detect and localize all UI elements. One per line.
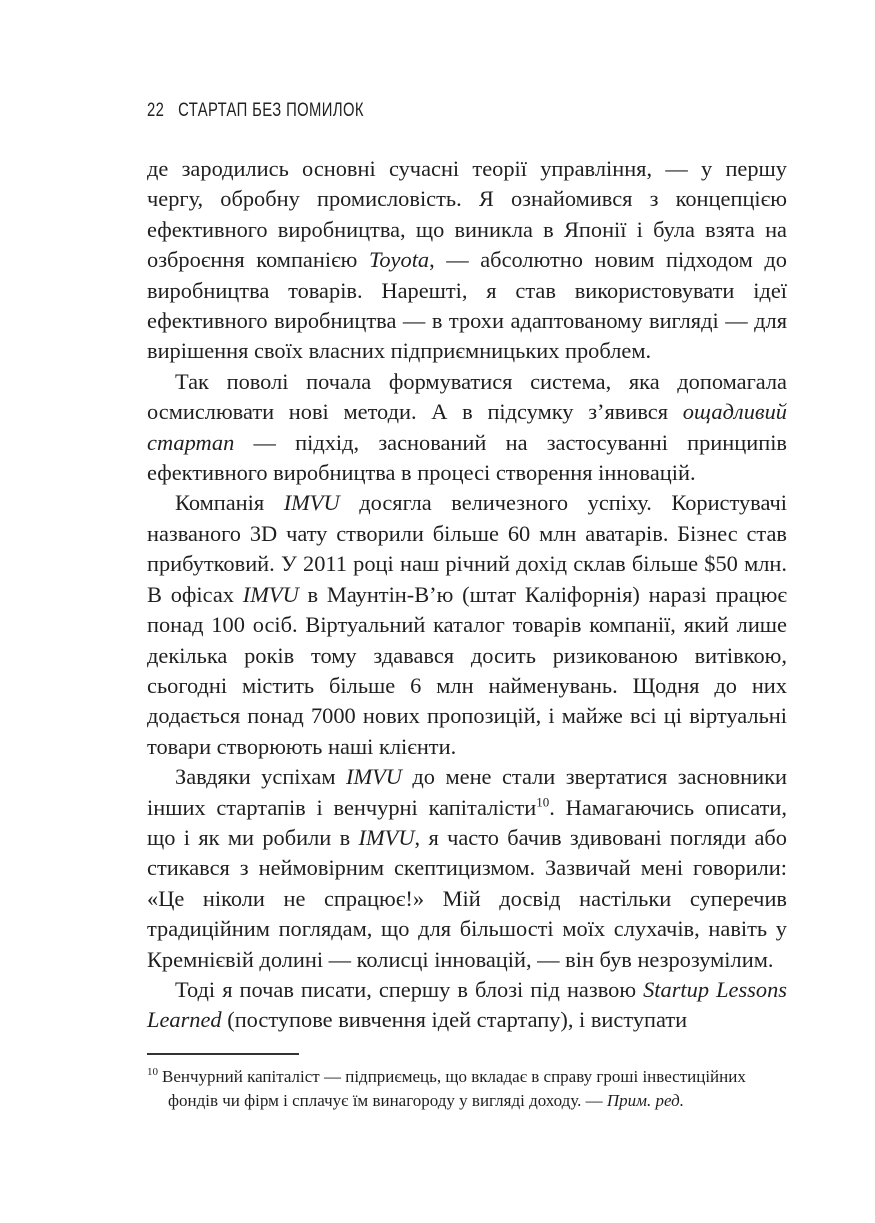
text-segment: , — абсолютно новим підходом до виробництва товарів. Нарешті, я став використовувати ідеї ефективного виробництва — в трохи адаптованому вигляді — для вирішення своїх власних підприємницьких проблем. [147, 247, 787, 364]
running-title: СТАРТАП БЕЗ ПОМИЛОК [178, 100, 364, 121]
company-name: IMVU [345, 764, 402, 790]
footnote-text: фондів чи фірм і сплачує їм винагороду у вигляді доходу. — [168, 1091, 607, 1110]
footnote [147, 1065, 787, 1113]
editor-note: Прим. ред. [606, 1091, 684, 1110]
text-segment: досягла величезного успіху. Користувачі названого 3D чату створили більше 60 млн аватарів. Бізнес став прибутковий. У 2011 році наш річний дохід склав більше $50 млн. В офісах [147, 490, 787, 607]
footnote-line-1: Венчурний капіталіст — підприємець, що вкладає в справу гроші інвестиційних [162, 1067, 746, 1086]
paragraph-2 [147, 367, 787, 489]
text-segment: в Маунтін-В’ю (штат Каліфорнія) наразі працює понад 100 осіб. Віртуальний каталог товарів компанії, який лише декілька років тому здавався досить ризикованою витівкою, сьогодні містить більше 6 млн найменувань. Щодня до них додається понад 7000 нових пропозицій, і майже всі ці віртуальні товари створюють наші клієнти. [147, 581, 788, 759]
footnote-reference[interactable]: 10 [536, 794, 550, 810]
company-name: IMVU [283, 490, 340, 516]
text-segment: , я часто бачив здивовані погляди або стикався з неймовірним скептицизмом. Зазвичай мені говорили: «Це ніколи не спрацює!» Мій досвід настільки суперечив традиційним поглядам, що для більшості моїх слухачів, навіть у Кремнієвій долині — колисці інновацій, — він був незрозумілим. [147, 824, 787, 972]
text-segment: де зародились основні сучасні теорії управління, — у першу чергу, обробну промисловість. Я ознайомився з концепцією ефективного виробництва, що виникла в Японії і була взята на озброєння компанією [147, 156, 787, 273]
company-name: IMVU [358, 824, 415, 850]
company-name: Toyota [368, 247, 430, 273]
paragraph-3 [147, 488, 787, 762]
text-segment: Тоді я почав писати, спершу в блозі під назвою [175, 976, 644, 1002]
text-segment: Так поволі почала формуватися система, яка допомагала осмислювати нові методи. А в підсумку з’явився [147, 368, 787, 425]
running-header [147, 100, 364, 122]
text-segment: (поступове вивчення ідей стартапу), і виступати [221, 1007, 688, 1033]
company-name: IMVU [242, 581, 299, 607]
text-segment: — підхід, заснований на застосуванні принципів ефективного виробництва в процесі створення інновацій. [147, 429, 787, 486]
text-segment: Завдяки успіхам [175, 764, 346, 790]
footnote-marker: 10 [147, 1066, 158, 1079]
text-segment: до мене стали звертатися засновники інших стартапів і венчурні капіталісти [147, 764, 787, 820]
paragraph-5 [147, 975, 787, 1036]
footnote-line-2 [147, 1089, 787, 1113]
paragraph-1 [147, 154, 787, 367]
blog-title: Startup Lessons Learned [147, 976, 787, 1033]
text-segment: . Намагаючись описати, що і як ми робили в [147, 794, 787, 850]
page-number: 22 [147, 100, 165, 121]
paragraph-4 [147, 762, 787, 975]
footnote-divider [147, 1053, 299, 1055]
main-text [147, 154, 787, 1036]
term-italic: ощадливий стартап [147, 399, 787, 455]
text-segment: Компанія [175, 490, 284, 516]
